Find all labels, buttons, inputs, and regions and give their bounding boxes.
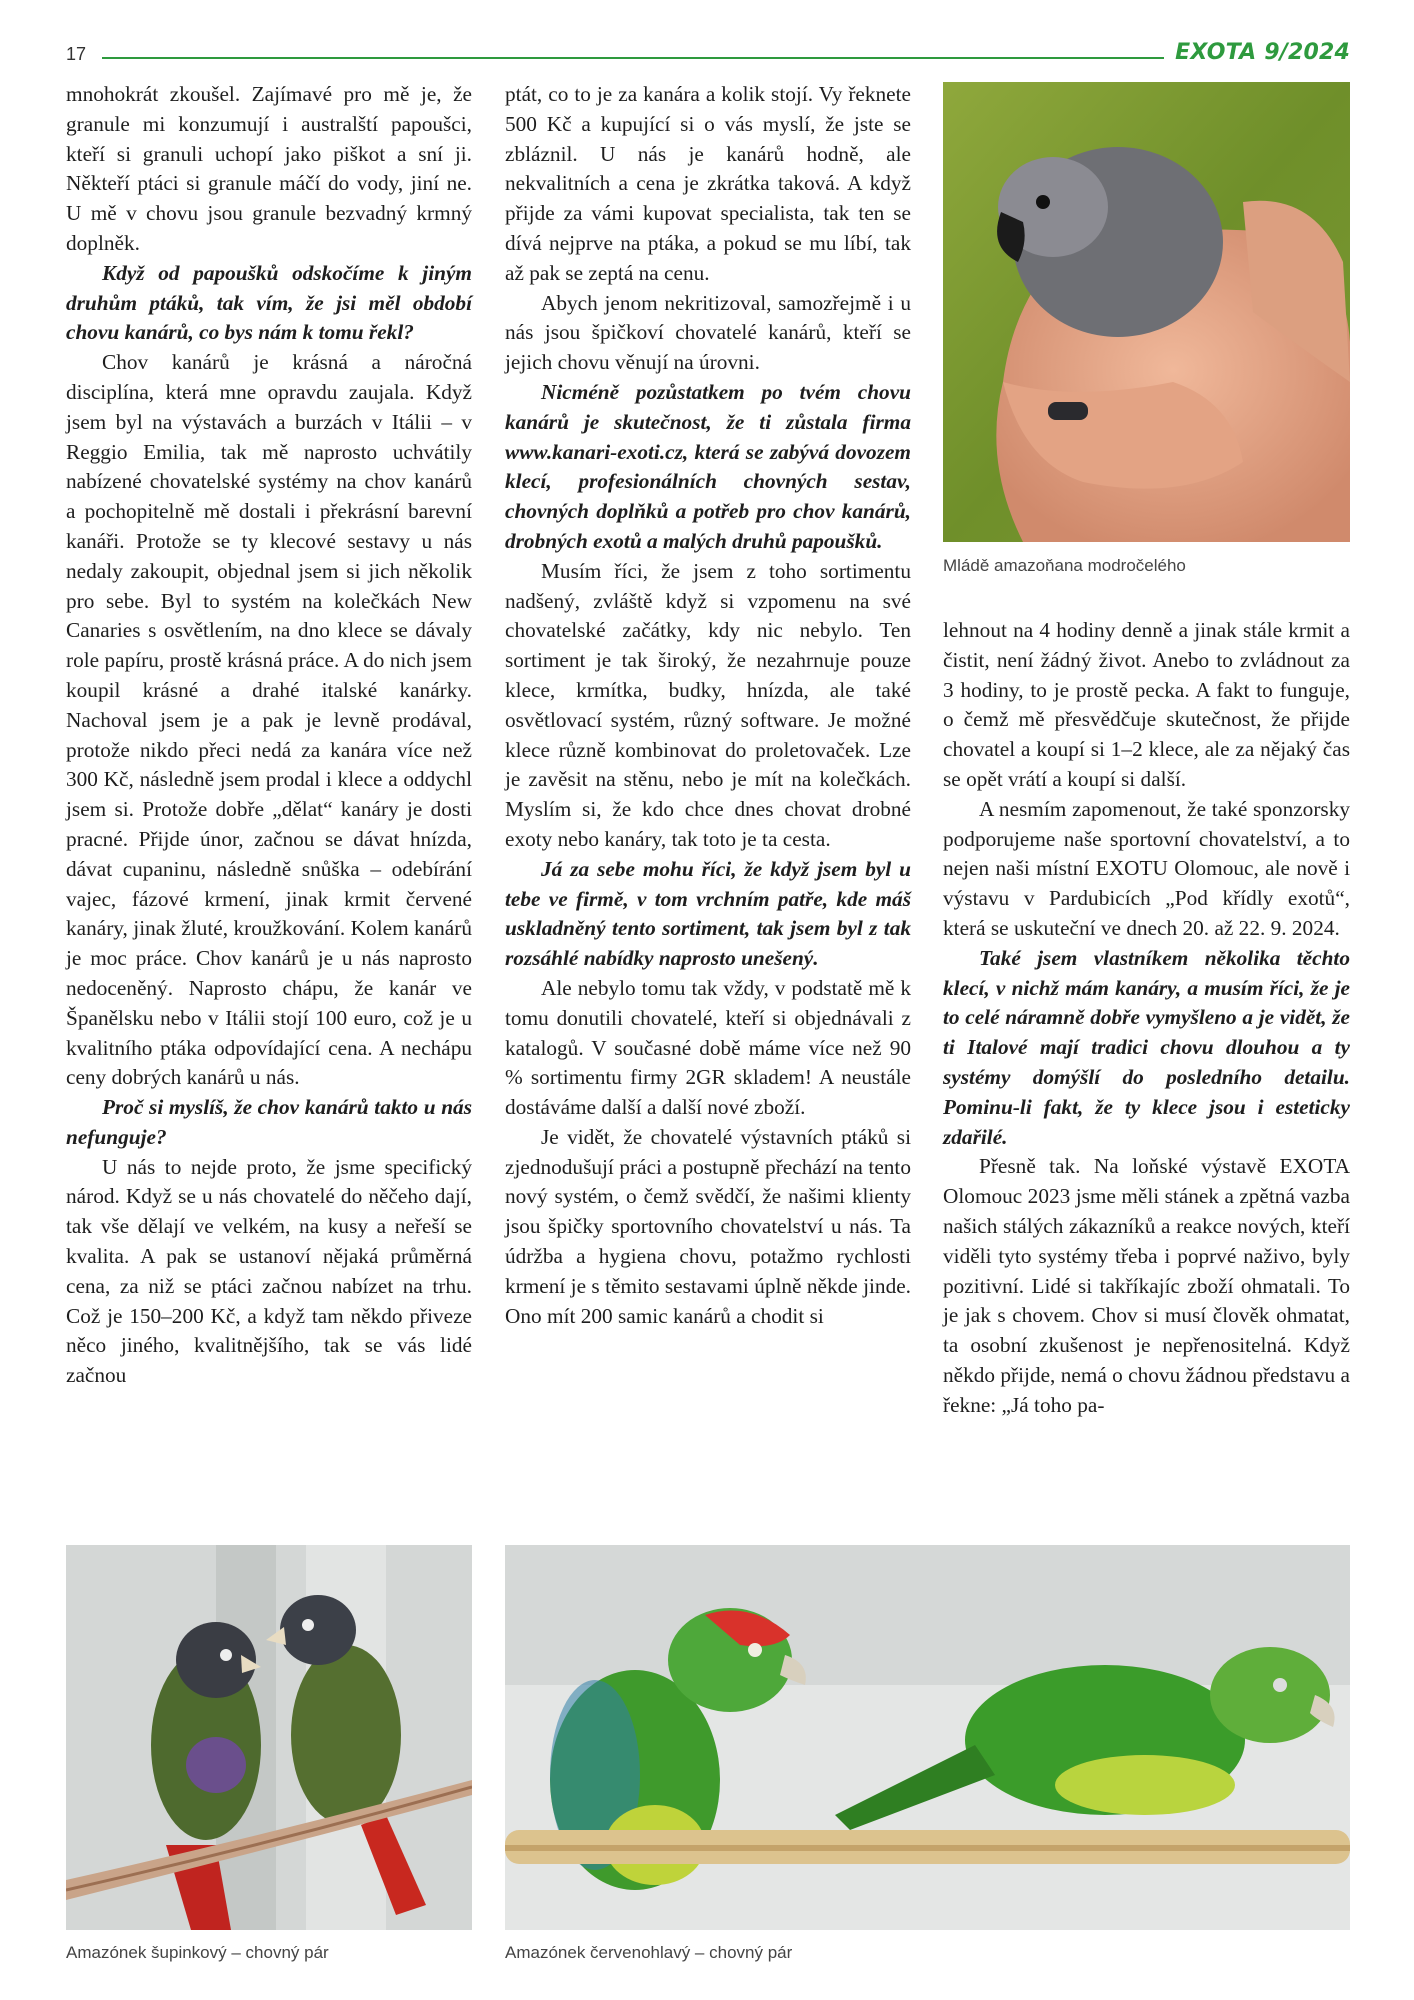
article-paragraph: lehnout na 4 hodiny denně a jinak stále krmit a čistit, není žádný život. Anebo to zvládnout za 3 hodiny, to je prostě pecka. A fakt to funguje, o čemž mě přesvědčuje skutečnost, že přijde chovatel a koupí si 1–2 klece, ale za nějaký čas se opět vrátí a koupí si další. bbox=[943, 618, 1350, 791]
interview-question: Nicméně pozůstatkem po tvém chovu kanárů je skutečnost, že ti zůstala firma www.kanari-exoti.cz, která se zabývá dovozem klecí, profesionálních chovných sestav, chovných doplňků a potřeb pro chov kanárů, drobných exotů a malých druhů papoušků. bbox=[505, 379, 911, 553]
article-paragraph: A nesmím zapomenout, že také sponzorsky podporujeme naše sportovní chovatelství, a to nejen naši místní EXOTU Olomouc, ale nově i výstavu v Pardubicích „Pod křídly exotů“, která se uskuteční ve dnech 20. až 22. 9. 2024. bbox=[943, 796, 1350, 940]
page-header bbox=[66, 40, 1350, 76]
article-paragraph: U nás to nejde proto, že jsme specifický národ. Když se u nás chovatelé do něčeho dají, tak vše dělají ve velkém, na kusy a neřeší se kvalita. A pak se ustanoví nějaká průměrná cena, za niž se ptáci začnou nabízet na trhu. Což je 150–200 Kč, a když tam někdo přiveze něco jiného, kvalitnějšího, tak se vás lidé začnou bbox=[66, 1154, 472, 1388]
caption-scaly-headed-parrots: Amazónek šupinkový – chovný pár bbox=[66, 1943, 329, 1962]
article-paragraph: Ale nebylo tomu tak vždy, v podstatě mě k tomu donutili chovatelé, kteří si objednávali z katalogů. V současné době máme více než 90 % sortimentu firmy 2GR skladem! A neustále dostáváme další a další nové zboží. bbox=[505, 975, 911, 1120]
photo-red-capped-parrots bbox=[505, 1545, 1350, 1930]
magazine-issue: EXOTA 9/2024 bbox=[1175, 40, 1350, 65]
page-number: 17 bbox=[66, 44, 87, 64]
header-rule bbox=[102, 57, 1164, 59]
interview-question: Když od papoušků odskočíme k jiným druhům ptáků, tak vím, že jsi měl období chovu kanárů, co bys nám k tomu řekl? bbox=[66, 260, 472, 345]
article-paragraph: Je vidět, že chovatelé výstavních ptáků si zjednodušují práci a postupně přechází na tento nový systém, o čemž svědčí, že našimi klienty jsou špičky sportovního chovatelství u nás. Ta údržba a hygiena chovu, potažmo rychlosti krmení je s těmito sestavami úplně někde jinde. Ono mít 200 samic kanárů a chodit si bbox=[505, 1124, 911, 1328]
article-paragraph: ptát, co to je za kanára a kolik stojí. Vy řeknete 500 Kč a kupující si o vás myslí, že jste se zbláznil. U nás je kanárů hodně, ale nekvalitních a cena je zkrátka taková. A když přijde za vámi kupovat specialista, tak ten se dívá nejprve na ptáka, a pokud se mu líbí, tak až pak se zeptá na cenu. bbox=[505, 82, 911, 285]
article-paragraph: Abych jenom nekritizoval, samozřejmě i u nás jsou špičkoví chovatelé kanárů, kteří se jejich chovu věnují na úrovni. bbox=[505, 290, 911, 375]
interview-question: Proč si myslíš, že chov kanárů takto u nás nefunguje? bbox=[66, 1095, 472, 1149]
article-paragraph: mnohokrát zkoušel. Zajímavé pro mě je, že granule mi konzumují i australští papoušci, kteří si granuli uchopí jako piškot a sní ji. Někteří ptáci si granule máčí do vody, jiní ne. U mě v chovu jsou granule bezvadný krmný doplněk. bbox=[66, 82, 472, 255]
caption-parrot-chick: Mládě amazoňana modročelého bbox=[943, 556, 1186, 575]
text-column-3 bbox=[943, 616, 1350, 1421]
article-paragraph: Přesně tak. Na loňské výstavě EXOTA Olomouc 2023 jsme měli stánek a zpětná vazba našich stálých zákazníků a reakce nových, kteří viděli tyto systémy třeba i poprvé naživo, byly pozitivní. Lidé si takříkajíc zboží ohmatali. To je jak s chovem. Chov si musí člověk ohmatat, ta osobní zkušenost je nepřenositelná. Když někdo přijde, nemá o chovu žádnou představu a řekne: „Já toho pa- bbox=[943, 1154, 1350, 1417]
caption-red-capped-parrots: Amazónek červenohlavý – chovný pár bbox=[505, 1943, 793, 1962]
interview-question: Já za sebe mohu říci, že když jsem byl u tebe ve firmě, v tom vrchním patře, kde máš uskladněný tento sortiment, tak jsem byl z tak rozsáhlé nabídky naprosto unešený. bbox=[505, 856, 911, 971]
interview-question: Také jsem vlastníkem několika těchto klecí, v nichž mám kanáry, a musím říci, že je to celé náramně dobře vymyšleno a je vidět, že ti Italové mají tradici chovu dlouhou a ty systémy domýšlí do posledního detailu. Pominu-li fakt, že ty klece jsou i esteticky zdařilé. bbox=[943, 945, 1350, 1149]
article-paragraph: Chov kanárů je krásná a náročná disciplína, která mne opravdu zaujala. Když jsem byl na výstavách a burzách v Itálii – v Reggio Emilia, tak mě naprosto uchvátily nabízené chovatelské systémy na chov kanárů a pochopitelně mě dostali i překrásní barevní kanáři. Protože se ty klecové sestavy u nás nedaly zakoupit, objednal jsem si jich několik pro sebe. Byl to systém na kolečkách New Canaries s osvětlením, na dno klece se dávaly role papíru, prostě krásná práce. A do nich jsem koupil krásné a drahé italské kanárky. Nachoval jsem je a pak je levně prodával, protože nikdo přeci nedá za kanára více než 300 Kč, následně jsem prodal i klece a oddychl jsem si. Protože dobře „dělat“ kanáry je dosti pracné. Přijde únor, začnou se dávat hnízda, dávat cupaninu, následně snůška – odebírání vajec, fázové krmení, jinak krmit červené kanáry, jinak žluté, kroužkování. Kolem kanárů je moc práce. Chov kanárů je u nás naprosto nedoceněný. Naprosto chápu, že kanár ve Španělsku nebo v Itálii stojí 100 euro, což je u kvalitního ptáka odpovídající cena. A nechápu ceny dobrých kanárů u nás. bbox=[66, 350, 472, 1090]
text-column-2 bbox=[505, 80, 911, 1331]
photo-scaly-headed-parrots bbox=[66, 1545, 472, 1930]
article-paragraph: Musím říci, že jsem z toho sortimentu nadšený, zvláště když si vzpomenu na své chovatelské začátky, kdy nic nebylo. Ten sortiment je tak široký, že nezahrnuje pouze klece, krmítka, budky, hnízda, ale také osvětlovací systém, různý software. Je možné klece různě kombinovat do proletovaček. Lze je zavěsit na stěnu, nebo je mít na kolečkách. Myslím si, že kdo chce dnes chovat drobné exoty nebo kanáry, tak toto je ta cesta. bbox=[505, 558, 911, 851]
photo-parrot-chick bbox=[943, 82, 1350, 542]
text-column-1 bbox=[66, 80, 472, 1391]
